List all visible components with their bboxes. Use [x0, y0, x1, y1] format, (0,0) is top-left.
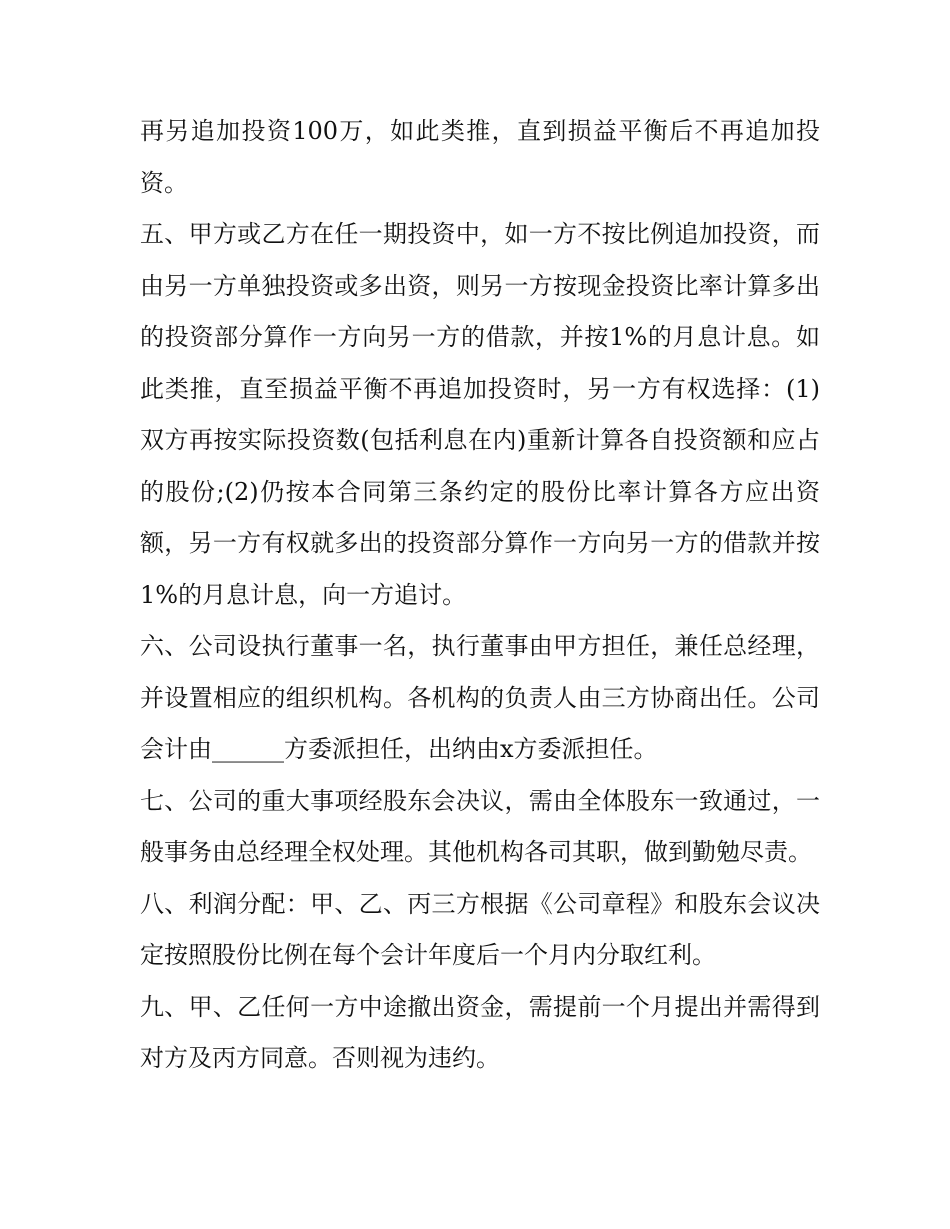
paragraph-clause-9: 九、甲、乙任何一方中途撤出资金，需提前一个月提出并需得到对方及丙方同意。否则视为违约。: [140, 992, 820, 1072]
document-body: [140, 106, 820, 1085]
paragraph-clause-6: 六、公司设执行董事一名，执行董事由甲方担任，兼任总经理，并设置相应的组织机构。各机构的负责人由三方协商出任。公司会计由______方委派担任，出纳由x方委派担任。: [140, 632, 820, 763]
paragraph-clause-7: 七、公司的重大事项经股东会决议，需由全体股东一致通过，一般事务由总经理全权处理。其他机构各司其职，做到勤勉尽责。: [140, 786, 820, 866]
paragraph-clause-5: 五、甲方或乙方在任一期投资中，如一方不按比例追加投资，而由另一方单独投资或多出资，则另一方按现金投资比率计算多出的投资部分算作一方向另一方的借款，并按1%的月息计息。如此类推，直至损益平衡不再追加投资时，另一方有权选择：(1)双方再按实际投资数(包括利息在内)重新计算各自投资额和应占的股份;(2)仍按本合同第三条约定的股份比率计算各方应出资额，另一方有权就多出的投资部分算作一方向另一方的借款并按1%的月息计息，向一方追讨。: [140, 220, 820, 609]
paragraph-investment-continuation: 再另追加投资100万，如此类推，直到损益平衡后不再追加投资。: [140, 117, 820, 197]
paragraph-clause-8: 八、利润分配：甲、乙、丙三方根据《公司章程》和股东会议决定按照股份比例在每个会计年度后一个月内分取红利。: [140, 889, 820, 969]
